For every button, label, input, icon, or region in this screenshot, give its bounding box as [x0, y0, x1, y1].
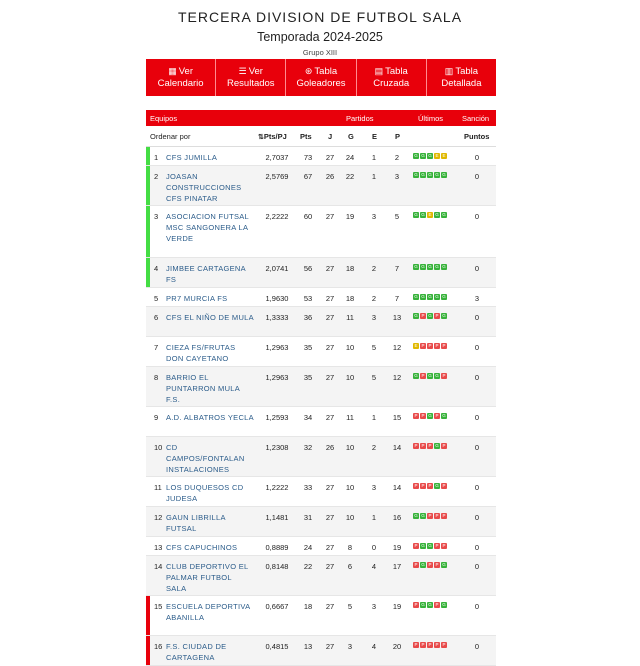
points: 31 [303, 513, 313, 522]
form-badge: G [428, 264, 432, 269]
recent-form [413, 153, 447, 159]
played: 27 [325, 373, 335, 382]
form-badge: P [442, 543, 446, 548]
points: 35 [303, 343, 313, 352]
results-button[interactable]: ☰ Ver Resultados [216, 59, 286, 96]
form-badge: P [414, 443, 418, 448]
form-badge: P [428, 483, 432, 488]
table-row [146, 166, 496, 206]
form-badge: E [442, 153, 446, 158]
drawn: 2 [371, 294, 377, 303]
form-badge: P [442, 343, 446, 348]
team-link[interactable]: JIMBEE CARTAGENA FS [166, 264, 246, 284]
sort-ptspj[interactable]: ⇅Pts/PJ [258, 132, 287, 141]
form-badge: G [442, 413, 446, 418]
pts-per-game: 1,2308 [265, 443, 289, 452]
form-badge: G [428, 153, 432, 158]
document-icon: ▤ [374, 66, 384, 76]
sort-e[interactable]: E [372, 132, 378, 141]
sanction-header: Sanción [462, 114, 490, 123]
form-badge: P [414, 642, 418, 647]
form-badge: G [442, 313, 446, 318]
lost: 20 [392, 642, 402, 651]
recent-form [413, 343, 447, 349]
pts-per-game: 0,8148 [265, 562, 289, 571]
matches-header: Partidos [346, 114, 374, 123]
drawn: 5 [371, 373, 377, 382]
table-row [146, 537, 496, 556]
team-link[interactable]: CFS EL NIÑO DE MULA [166, 313, 254, 322]
season-label: Temporada 2024-2025 [257, 30, 383, 44]
form-badge: P [428, 642, 432, 647]
lost: 13 [392, 313, 402, 322]
form-badge: G [414, 513, 418, 518]
form-badge: P [421, 443, 425, 448]
zone-indicator [146, 636, 150, 665]
form-badge: G [421, 172, 425, 177]
pts-per-game: 1,2593 [265, 413, 289, 422]
form-badge: E [414, 343, 418, 348]
drawn: 3 [371, 212, 377, 221]
pts-per-game: 2,0741 [265, 264, 289, 273]
form-badge: P [414, 413, 418, 418]
form-badge: P [421, 373, 425, 378]
team-link[interactable]: LOS DUQUESOS CD JUDESA [166, 483, 244, 503]
form-badge: P [421, 483, 425, 488]
table-row [146, 437, 496, 477]
team-link[interactable]: CIEZA FS/FRUTAS DON CAYETANO [166, 343, 236, 363]
form-badge: G [428, 413, 432, 418]
form-badge: G [428, 172, 432, 177]
form-badge: P [421, 413, 425, 418]
form-badge: P [414, 543, 418, 548]
form-badge: G [442, 172, 446, 177]
won: 6 [347, 562, 353, 571]
pts-per-game: 2,5769 [265, 172, 289, 181]
position: 5 [154, 294, 159, 303]
played: 27 [325, 153, 335, 162]
form-badge: P [435, 642, 439, 647]
table-header-sort [146, 126, 496, 147]
form-badge: G [428, 373, 432, 378]
table-row [146, 288, 496, 307]
sanction-points: 0 [474, 172, 480, 181]
recent-form [413, 212, 447, 218]
table-row [146, 407, 496, 437]
sanction-points: 0 [474, 543, 480, 552]
drawn: 5 [371, 343, 377, 352]
lost: 2 [394, 153, 400, 162]
drawn: 1 [371, 513, 377, 522]
cross-table-button[interactable]: ▤ Tabla Cruzada [357, 59, 427, 96]
group-label: Grupo XIII [302, 48, 338, 57]
sanction-points: 3 [474, 294, 480, 303]
sanction-points: 0 [474, 562, 480, 571]
sort-p[interactable]: P [395, 132, 401, 141]
form-badge: P [435, 413, 439, 418]
form-badge: P [428, 443, 432, 448]
drawn: 4 [371, 562, 377, 571]
won: 18 [345, 264, 355, 273]
form-badge: E [435, 153, 439, 158]
sort-arrows-icon: ⇅ [258, 134, 264, 141]
position: 14 [154, 562, 163, 571]
form-badge: G [435, 443, 439, 448]
sanction-points: 0 [474, 642, 480, 651]
form-badge: G [435, 483, 439, 488]
position: 16 [154, 642, 163, 651]
form-badge: G [442, 212, 446, 217]
drawn: 1 [371, 413, 377, 422]
form-badge: G [435, 212, 439, 217]
form-badge: P [442, 373, 446, 378]
lost: 19 [392, 543, 402, 552]
form-badge: E [428, 212, 432, 217]
played: 27 [325, 212, 335, 221]
pts-per-game: 0,6667 [265, 602, 289, 611]
table-row [146, 636, 496, 666]
recent-form [413, 543, 447, 549]
played: 27 [325, 562, 335, 571]
pts-per-game: 1,3333 [265, 313, 289, 322]
pts-per-game: 1,2963 [265, 373, 289, 382]
played: 27 [325, 343, 335, 352]
form-badge: P [414, 562, 418, 567]
team-link[interactable]: ASOCIACION FUTSAL MSC SANGONERA LA VERDE [166, 212, 249, 243]
lost: 19 [392, 602, 402, 611]
played: 27 [325, 264, 335, 273]
points: 33 [303, 483, 313, 492]
form-badge: G [442, 264, 446, 269]
position: 12 [154, 513, 163, 522]
recent-form [413, 443, 447, 449]
form-badge: G [428, 602, 432, 607]
sanction-points: 0 [474, 373, 480, 382]
form-badge: G [421, 153, 425, 158]
lost: 7 [394, 294, 400, 303]
form-badge: P [435, 343, 439, 348]
drawn: 3 [371, 313, 377, 322]
table-icon: ▥ [444, 66, 454, 76]
position: 15 [154, 602, 163, 611]
position: 7 [154, 343, 159, 352]
recent-form [413, 513, 447, 519]
points: 32 [303, 443, 313, 452]
form-badge: P [442, 483, 446, 488]
zone-indicator [146, 596, 150, 635]
points: 73 [303, 153, 313, 162]
detailed-table-button[interactable]: ▥ Tabla Detallada [441, 66, 482, 89]
form-badge: G [435, 294, 439, 299]
lost: 5 [394, 212, 400, 221]
form-badge: P [442, 642, 446, 647]
form-badge: G [428, 543, 432, 548]
drawn: 3 [371, 602, 377, 611]
team-link[interactable]: F.S. CIUDAD DE CARTAGENA [166, 642, 227, 662]
position: 1 [154, 153, 159, 162]
team-link[interactable]: PR7 MURCIA FS [166, 294, 228, 303]
points: 24 [303, 543, 313, 552]
zone-indicator [146, 166, 150, 205]
team-link[interactable]: CFS JUMILLA [166, 153, 218, 162]
sort-pts[interactable]: Pts [300, 132, 312, 141]
position: 6 [154, 313, 159, 322]
pts-per-game: 0,4815 [265, 642, 289, 651]
recent-form [413, 642, 447, 648]
lost: 14 [392, 443, 402, 452]
sanction-points: 0 [474, 413, 480, 422]
team-link[interactable]: CFS CAPUCHINOS [166, 543, 238, 552]
table-row [146, 367, 496, 407]
played: 27 [325, 602, 335, 611]
recent-form [413, 562, 447, 568]
table-row [146, 477, 496, 507]
form-badge: G [414, 264, 418, 269]
table-row [146, 337, 496, 367]
sort-points[interactable]: Puntos [464, 132, 490, 141]
played: 27 [325, 642, 335, 651]
sort-g[interactable]: G [348, 132, 354, 141]
form-badge: G [414, 313, 418, 318]
recent-form [413, 373, 447, 379]
list-icon: ☰ [238, 66, 247, 76]
ball-icon: ⊛ [304, 66, 313, 76]
points: 34 [303, 413, 313, 422]
pts-per-game: 1,2222 [265, 483, 289, 492]
recent-form [413, 483, 447, 489]
points: 56 [303, 264, 313, 273]
form-badge: G [421, 543, 425, 548]
team-link[interactable]: BARRIO EL PUNTARRON MULA F.S. [166, 373, 240, 404]
lost: 3 [394, 172, 400, 181]
sanction-points: 0 [474, 313, 480, 322]
position: 3 [154, 212, 159, 221]
table-row [146, 556, 496, 596]
position: 4 [154, 264, 159, 273]
points: 67 [303, 172, 313, 181]
lost: 15 [392, 413, 402, 422]
position: 13 [154, 543, 163, 552]
lost: 12 [392, 343, 402, 352]
form-badge: G [435, 172, 439, 177]
drawn: 2 [371, 264, 377, 273]
table-body [146, 147, 496, 666]
drawn: 1 [371, 172, 377, 181]
form-badge: G [414, 153, 418, 158]
sort-label: Ordenar por [150, 132, 191, 141]
sanction-points: 0 [474, 602, 480, 611]
recent-form [413, 172, 447, 178]
points: 36 [303, 313, 313, 322]
form-badge: G [421, 264, 425, 269]
form-badge: P [421, 313, 425, 318]
table-row [146, 147, 496, 166]
drawn: 1 [371, 153, 377, 162]
calendar-button[interactable]: ▦ Ver Calendario [146, 59, 216, 96]
lost: 12 [392, 373, 402, 382]
lost: 17 [392, 562, 402, 571]
teams-header: Equipos [150, 114, 178, 123]
form-badge: P [414, 602, 418, 607]
table-row [146, 307, 496, 337]
table-row [146, 258, 496, 288]
scorers-button[interactable]: ⊛ Tabla Goleadores [286, 59, 356, 96]
won: 3 [347, 642, 353, 651]
team-link[interactable]: GAUN LIBRILLA FUTSAL [166, 513, 226, 533]
zone-indicator [146, 206, 150, 257]
form-badge: G [414, 373, 418, 378]
won: 10 [345, 483, 355, 492]
recent-form [413, 413, 447, 419]
position: 9 [154, 413, 159, 422]
zone-indicator [146, 258, 150, 287]
position: 10 [154, 443, 163, 452]
table-header-top [146, 110, 496, 126]
won: 10 [345, 443, 355, 452]
won: 11 [346, 413, 354, 422]
won: 18 [345, 294, 355, 303]
sanction-points: 0 [474, 343, 480, 352]
sanction-points: 0 [474, 264, 480, 273]
pts-per-game: 1,1481 [265, 513, 289, 522]
drawn: 0 [371, 543, 377, 552]
played: 26 [325, 172, 335, 181]
form-badge: P [435, 543, 439, 548]
table-row [146, 596, 496, 636]
points: 13 [303, 642, 313, 651]
form-badge: P [428, 562, 432, 567]
drawn: 2 [371, 443, 377, 452]
sort-j[interactable]: J [328, 132, 333, 141]
form-badge: P [435, 313, 439, 318]
navigation-button-bar [146, 59, 496, 96]
recent-form [413, 313, 447, 319]
position: 11 [154, 483, 162, 492]
form-badge: G [421, 294, 425, 299]
table-row [146, 206, 496, 258]
form-badge: P [414, 483, 418, 488]
won: 22 [345, 172, 355, 181]
page-title: TERCERA DIVISION DE FUTBOL SALA [177, 9, 463, 25]
pts-per-game: 2,2222 [265, 212, 289, 221]
sanction-points: 0 [474, 153, 480, 162]
calendar-icon: ▦ [168, 66, 177, 76]
played: 27 [325, 543, 335, 552]
form-badge: G [414, 212, 418, 217]
won: 24 [345, 153, 355, 162]
lost: 14 [392, 483, 402, 492]
won: 10 [345, 513, 355, 522]
form-badge: P [442, 443, 446, 448]
last-header: Últimos [418, 114, 444, 123]
won: 11 [346, 313, 354, 322]
form-badge: G [421, 513, 425, 518]
team-link[interactable]: A.D. ALBATROS YECLA [166, 413, 254, 422]
form-badge: P [435, 513, 439, 518]
pts-per-game: 0,8889 [265, 543, 289, 552]
points: 60 [303, 212, 313, 221]
sanction-points: 0 [474, 483, 480, 492]
drawn: 3 [371, 483, 377, 492]
team-link[interactable]: ESCUELA DEPORTIVA ABANILLA [166, 602, 251, 622]
recent-form [413, 602, 447, 608]
played: 27 [325, 294, 335, 303]
pts-per-game: 2,7037 [265, 153, 289, 162]
points: 53 [303, 294, 313, 303]
pts-per-game: 1,9630 [265, 294, 289, 303]
position: 8 [154, 373, 159, 382]
won: 5 [347, 602, 353, 611]
points: 18 [303, 602, 313, 611]
form-badge: G [428, 313, 432, 318]
team-link[interactable]: CLUB DEPORTIVO EL PALMAR FUTBOL SALA [166, 562, 249, 593]
form-badge: G [435, 264, 439, 269]
form-badge: P [442, 513, 446, 518]
team-link[interactable]: CD CAMPOS/FONTALAN INSTALACIONES [166, 443, 245, 474]
won: 8 [347, 543, 353, 552]
position: 2 [154, 172, 159, 181]
sanction-points: 0 [474, 212, 480, 221]
form-badge: G [414, 294, 418, 299]
form-badge: G [428, 294, 432, 299]
pts-per-game: 1,2963 [265, 343, 289, 352]
lost: 16 [392, 513, 402, 522]
form-badge: G [442, 602, 446, 607]
form-badge: P [428, 513, 432, 518]
played: 27 [325, 513, 335, 522]
form-badge: P [428, 343, 432, 348]
lost: 7 [394, 264, 400, 273]
zone-indicator [146, 147, 150, 165]
form-badge: P [421, 642, 425, 647]
form-badge: G [421, 602, 425, 607]
sanction-points: 0 [474, 443, 480, 452]
form-badge: G [414, 172, 418, 177]
standings-table [146, 110, 496, 666]
form-badge: P [435, 562, 439, 567]
team-link[interactable]: JOASAN CONSTRUCCIONES CFS PINATAR [166, 172, 242, 203]
won: 10 [345, 343, 355, 352]
form-badge: P [421, 343, 425, 348]
form-badge: G [442, 562, 446, 567]
form-badge: P [435, 602, 439, 607]
form-badge: G [421, 562, 425, 567]
form-badge: G [435, 373, 439, 378]
won: 10 [345, 373, 355, 382]
played: 27 [325, 413, 335, 422]
points: 22 [303, 562, 313, 571]
won: 19 [345, 212, 355, 221]
sanction-points: 0 [474, 513, 480, 522]
points: 35 [303, 373, 313, 382]
table-row [146, 507, 496, 537]
played: 26 [325, 443, 335, 452]
drawn: 4 [371, 642, 377, 651]
played: 27 [325, 313, 335, 322]
played: 27 [325, 483, 335, 492]
recent-form [413, 264, 447, 270]
recent-form [413, 294, 447, 300]
form-badge: G [442, 294, 446, 299]
form-badge: G [421, 212, 425, 217]
